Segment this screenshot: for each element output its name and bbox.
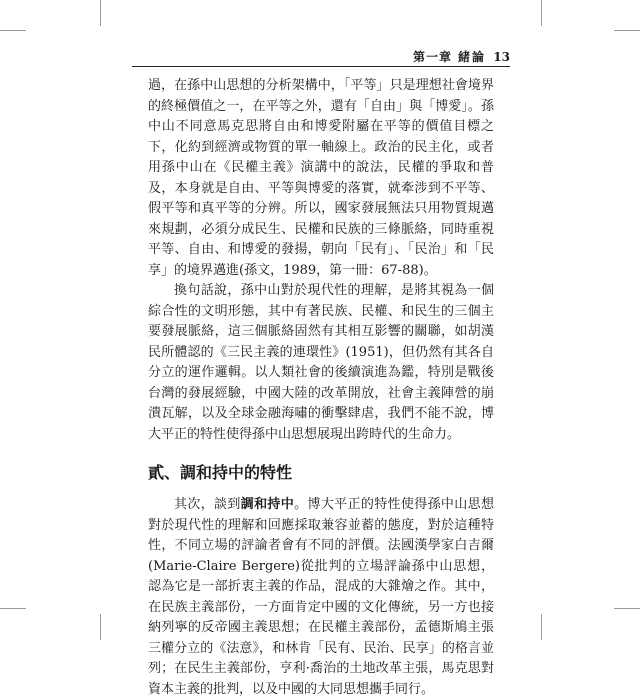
paragraph-lead: 其次，談到: [174, 497, 241, 512]
bold-term: 調和持中: [240, 497, 295, 512]
crop-mark-left-bottom: [0, 608, 26, 609]
paragraph-continued: 過，在孫中山思想的分析架構中，「平等」只是理想社會境界的終極價值之一，在平等之外，還有「自由」與「博愛」。孫中山不同意馬克思將自由和博愛附屬在平等的價值目標之下，化約到經濟或物質的單一軸線上。政治的民主化，或者用孫中山在《民權主義》演講中的說法，民權的爭取和普及，本身就是自由、平等與博愛的落實，就牽涉到不平等、假平等和真平等的分辨。所以，國家發展無法只用物質規邁來規劃，必須分成民生、民權和民族的三條脈絡，同時重視平等、自由、和博愛的發揚，朝向「民有」、「民治」和「民享」的境界邁進(孫文，1989，第一冊：67-88)。: [148, 78, 494, 278]
crop-mark-right-top: [614, 30, 640, 31]
chapter-label: 第一章: [412, 50, 452, 64]
crop-mark-left-top: [0, 30, 26, 31]
paragraph: 換句話說，孫中山對於現代性的理解，是將其視為一個綜合性的文明形態，其中有著民族、民權、和民生的三個主要發展脈絡，這三個脈絡固然有其相互影響的關聯，如胡漢民所體認的《三民主義的連環性》(1951)，但仍然有其各自分立的運作邏輯。以人類社會的後續演進為鑑，特別是戰後台灣的發展經驗，中國大陸的改革開放，社會主義陣營的崩潰瓦解，以及全球金融海嘯的衝擊肆虐，我們不能不說，博大平正的特性使得孫中山思想展現出跨時代的生命力。: [148, 283, 494, 442]
page-body: [148, 76, 494, 700]
chapter-title: 緒論: [457, 50, 486, 64]
paragraph: [148, 495, 494, 700]
running-header: [132, 50, 510, 64]
crop-mark-bottom-left: [100, 614, 101, 640]
section-heading: 貳、調和持中的特性: [148, 463, 293, 482]
header-rule: [132, 66, 510, 67]
crop-mark-right-bottom: [614, 608, 640, 609]
crop-mark-top-left: [100, 0, 101, 26]
crop-mark-top-right: [541, 0, 542, 26]
paragraph-rest: 。博大平正的特性使得孫中山思想對於現代性的理解和回應採取兼容並蓄的態度，對於這種特性，不同立場的評論者會有不同的評價。法國漢學家白吉爾(Marie-Claire Bergere)從批判的立場評論孫中山思想，認為它是一部折衷主義的作品，混成的大雜燴之作。其中，在民族主義部份，一方面肯定中國的文化傳統，另一方也接納列寧的反帝國主義思想；在民權主義部份，孟德斯鳩主張三權分立的《法意》，和林肯「民有、民治、民享」的格言並列；在民生主義部份，亨利·喬治的土地改革主張，馬克思對資本主義的批判，以及中國的大同思想攜手同行。: [148, 497, 494, 697]
page-number: 13: [493, 50, 510, 64]
crop-mark-bottom-right: [541, 614, 542, 640]
